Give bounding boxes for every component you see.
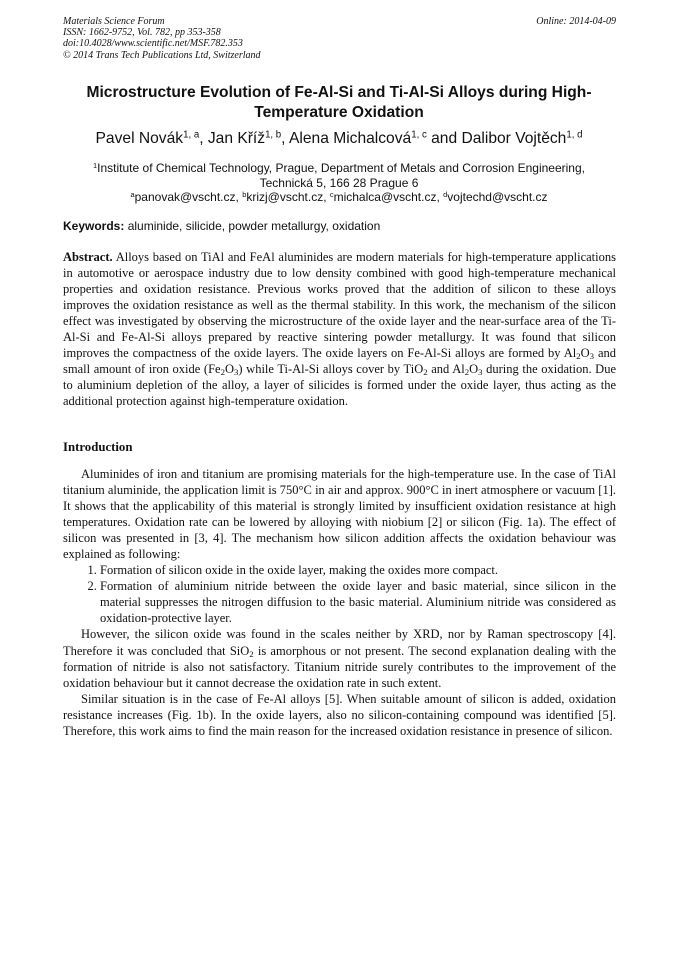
paragraph-text: However, the silicon oxide was found in the scales neither by XRD, nor by Raman spectroscopy [4]. Therefore it was concluded that SiO	[63, 627, 616, 658]
email-address: michalca@vscht.cz	[333, 190, 437, 205]
email-mark: d	[443, 190, 448, 200]
affiliation-line	[50, 161, 628, 176]
email-separator: ,	[235, 190, 243, 205]
abstract-text: and Al	[427, 362, 465, 377]
subscript: 3	[234, 367, 239, 378]
subscript: 3	[478, 367, 483, 378]
copyright-line: © 2014 Trans Tech Publications Ltd, Switzerland	[63, 49, 261, 61]
issn-line: ISSN: 1662-9752, Vol. 782, pp 353-358	[63, 27, 221, 39]
intro-paragraph	[63, 626, 616, 690]
abstract-text: ) while Ti-Al-Si alloys cover by TiO	[238, 362, 424, 377]
email-address: vojtechd@vscht.cz	[447, 190, 548, 205]
abstract-text: during the oxidation. Due to aluminium depletion of the alloy, a layer of silicides is formed under the oxide layer, thus acting as the additional protection against high-temperature oxidation.	[63, 362, 617, 409]
author-name: Pavel Novák	[95, 130, 184, 147]
email-address: krizj@vscht.cz	[246, 190, 324, 205]
affiliation-text: Institute of Chemical Technology, Prague, Department of Metals and Corrosion Engineering,	[97, 161, 585, 175]
list-item: 2. Formation of aluminium nitride between the oxide layer and basic material, since silicon in the material suppresses the nitrogen diffusion to the basic material. Aluminium nitride was considered as oxidation-protective layer.	[100, 578, 616, 626]
email-separator: ,	[436, 190, 444, 205]
author-name: Dalibor Vojtěch	[461, 130, 567, 147]
paper-title: Microstructure Evolution of Fe-Al-Si and Ti-Al-Si Alloys during High-Temperature Oxidation	[86, 84, 592, 121]
abstract-text: O	[580, 346, 590, 361]
subscript: 3	[589, 351, 595, 362]
list-item: 1. Formation of silicon oxide in the oxide layer, making the oxides more compact.	[100, 562, 616, 578]
author-affil-mark: 1, c	[411, 129, 427, 141]
email-mark: a	[130, 190, 135, 200]
paragraph-text: is amorphous or not present. The second explanation dealing with the formation of nitride is also not satisfactory. Titanium nitride surely contributes to the improvement of the oxidation behaviour but it cannot decrease the oxidation rate in such extent.	[63, 643, 616, 690]
subscript: 2	[423, 367, 428, 378]
author-affil-mark: 1, a	[183, 129, 200, 141]
mechanism-list	[63, 562, 616, 626]
keywords-text: aluminide, silicide, powder metallurgy, oxidation	[124, 219, 381, 233]
abstract	[63, 249, 616, 409]
intro-paragraph: Similar situation is in the case of Fe-Al alloys [5]. When suitable amount of silicon is added, oxidation resistance increases (Fig. 1b). In the oxide layers, also no silicon-containing compound was identified [5]. Therefore, this work aims to find the main reason for the increased oxidation resistance in presence of silicon.	[63, 691, 616, 738]
section-heading-introduction: Introduction	[63, 440, 133, 454]
author-list	[40, 129, 638, 148]
affiliation-mark: 1	[93, 160, 98, 170]
email-separator: ,	[323, 190, 330, 205]
running-header	[63, 16, 616, 61]
author-separator: and	[426, 130, 462, 147]
subscript: 2	[464, 367, 470, 378]
author-separator: ,	[281, 130, 289, 147]
subscript: 2	[220, 367, 225, 378]
keywords-label: Keywords:	[63, 219, 125, 233]
keywords	[63, 219, 616, 233]
email-line	[50, 190, 628, 205]
introduction-body	[63, 466, 616, 739]
affiliation-block	[50, 161, 628, 205]
subscript: 2	[249, 648, 254, 659]
doi-line: doi:10.4028/www.scientific.net/MSF.782.353	[63, 38, 243, 50]
abstract-label: Abstract.	[63, 250, 113, 264]
author-name: Jan Kříž	[207, 130, 266, 147]
email-mark: c	[329, 190, 334, 200]
affiliation-address: Technická 5, 166 28 Prague 6	[259, 175, 419, 190]
subscript: 2	[576, 351, 581, 362]
journal-name: Materials Science Forum	[63, 16, 165, 27]
abstract-text: and small amount of iron oxide (Fe	[63, 346, 616, 377]
author-separator: ,	[199, 130, 208, 147]
abstract-text: O	[224, 362, 235, 377]
intro-paragraph: Aluminides of iron and titanium are promising materials for the high-temperature use. In the case of TiAl titanium aluminide, the application limit is 750°C in air and approx. 900°C in inert atmosphere or vacuum [1]. It shows that the applicability of this material is strongly limited by insufficient oxidation resistance at high temperatures. Oxidation rate can be lowered by alloying with niobium [2] or silicon (Fig. 1a). The effect of silicon was presented in [3, 4]. The mechanism how silicon addition affects the oxidation behaviour was explained as following:	[63, 467, 616, 562]
online-date: Online: 2014-04-09	[536, 16, 616, 27]
author-name: Alena Michalcová	[288, 130, 412, 147]
author-affil-mark: 1, b	[265, 129, 282, 141]
abstract-text: O	[469, 362, 479, 377]
abstract-text: Alloys based on TiAl and FeAl aluminides are modern materials for high-temperature applications in automotive or aerospace industry due to low density combined with good high-temperature mechanical properties and oxidation resistance. Previous works proved that the addition of silicon to these alloys improves the oxidation resistance as well as the thermal stability. In this work, the mechanism of the silicon effect was investigated by observing the microstructure of the oxide layer and the near-surface area of the Ti-Al-Si and Fe-Al-Si alloys prepared by reactive sintering powder metallurgy. It was found that silicon improves the compactness of the oxide layers. The oxide layers on Fe-Al-Si alloys are formed by Al	[63, 250, 616, 361]
author-affil-mark: 1, d	[566, 129, 583, 141]
email-address: panovak@vscht.cz	[134, 190, 236, 205]
email-mark: b	[242, 190, 247, 200]
